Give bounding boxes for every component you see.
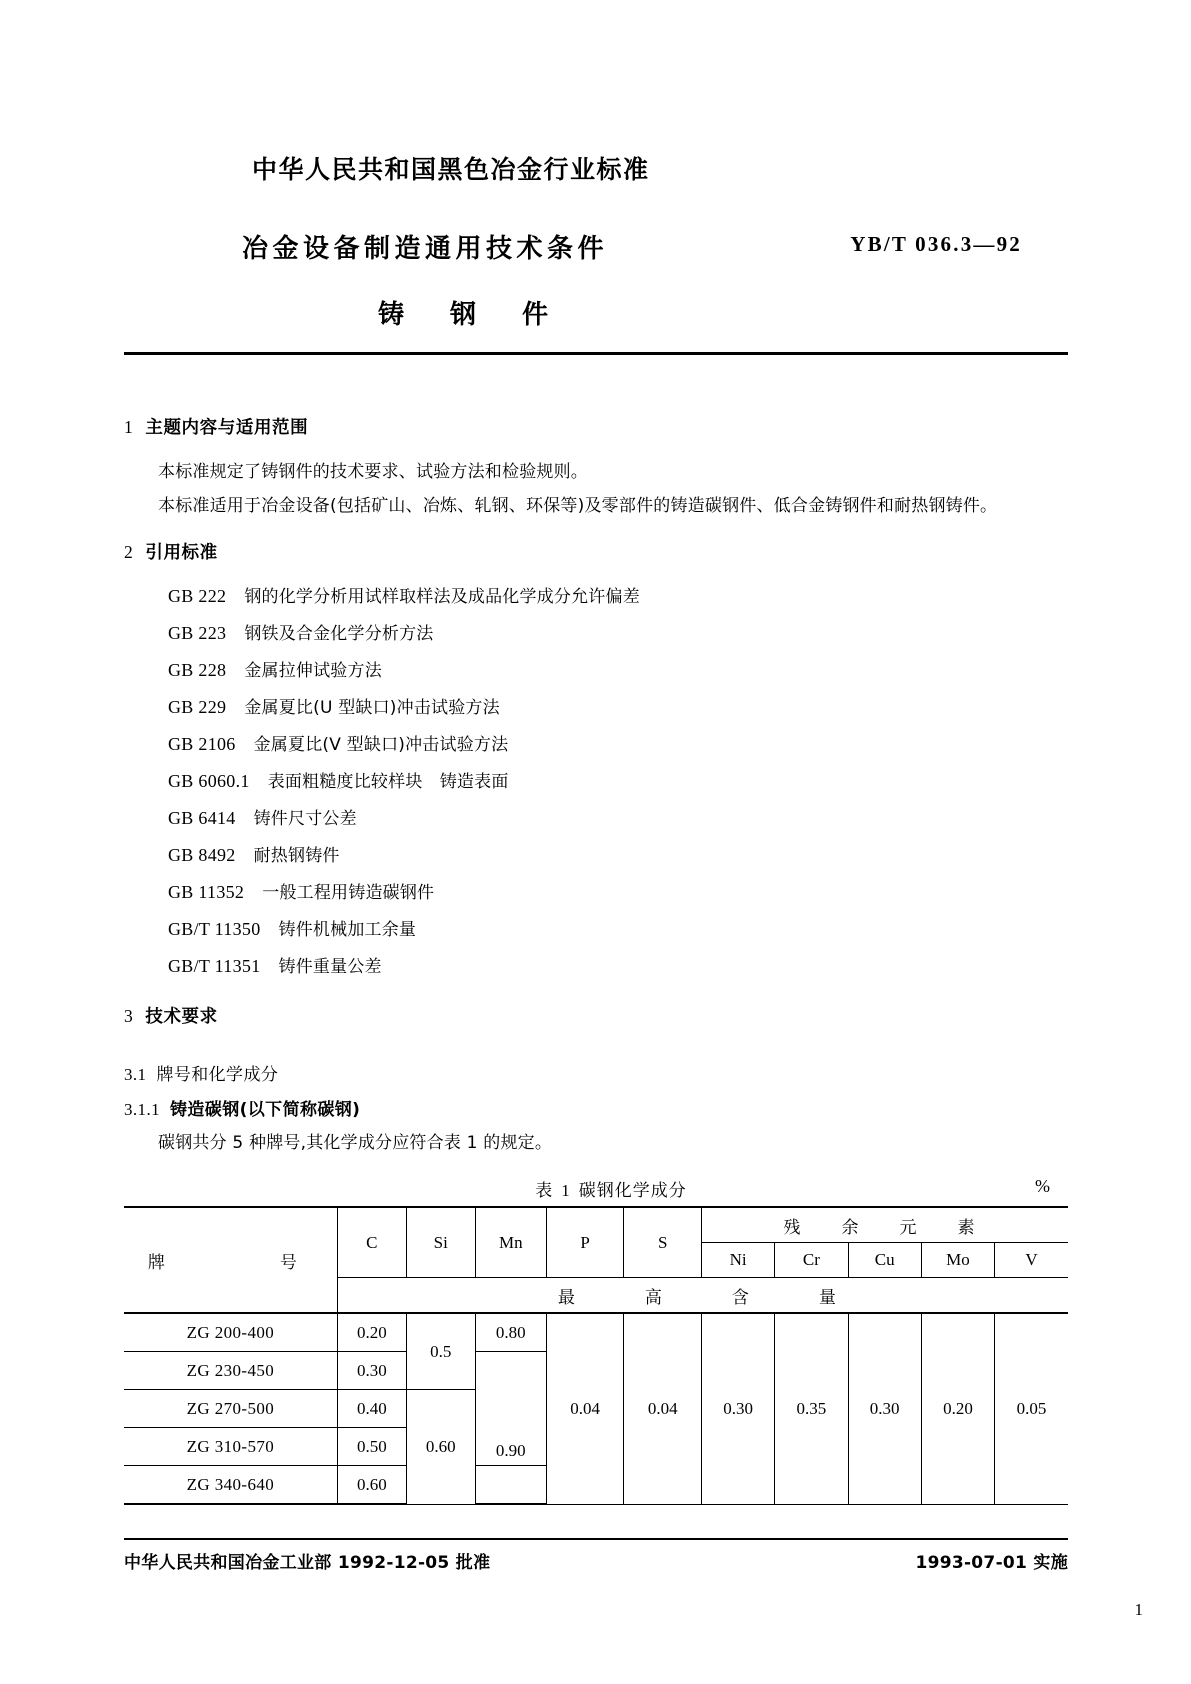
table-caption-prefix: 表 (535, 1181, 554, 1201)
reference-code: GB 229 (168, 697, 227, 717)
section-3-1-heading (124, 1060, 1068, 1085)
list-item (168, 952, 1068, 977)
section-2-heading (124, 539, 1068, 564)
title-row (120, 228, 1070, 274)
list-item (168, 841, 1068, 866)
list-item (168, 804, 1068, 829)
reference-title: 耐热钢铸件 (253, 846, 340, 866)
reference-title: 铸件机械加工余量 (278, 920, 417, 940)
cell-grade: ZG 340-640 (124, 1466, 337, 1505)
column-group-header-residual-elements: 残 余 元 素 (702, 1207, 1068, 1243)
document-title-line1: 冶金设备制造通用技术条件 (242, 234, 609, 264)
reference-code: GB/T 11350 (168, 919, 261, 939)
cell-p: 0.04 (546, 1313, 624, 1504)
section-1-paragraph-1: 本标准规定了铸钢件的技术要求、试验方法和检验规则。 (158, 462, 588, 482)
table-caption-text: 碳钢化学成分 (578, 1181, 687, 1201)
table-unit-label: % (1035, 1176, 1050, 1196)
column-header-mn: Mn (475, 1207, 546, 1278)
section-3-number: 3 (124, 1006, 134, 1026)
section-2-title: 引用标准 (145, 543, 218, 563)
document-footer (124, 1548, 1068, 1573)
column-header-cu: Cu (848, 1243, 921, 1278)
column-header-mo: Mo (921, 1243, 994, 1278)
cell-v: 0.05 (995, 1313, 1068, 1504)
table-header-row-1 (124, 1207, 1068, 1243)
issuing-organization: 中华人民共和国黑色冶金行业标准 (252, 155, 650, 184)
reference-code: GB 2106 (168, 734, 236, 754)
reference-title: 金属拉伸试验方法 (244, 661, 382, 681)
reference-code: GB 222 (168, 586, 227, 606)
referenced-standards-list (124, 582, 1068, 977)
reference-title: 金属夏比(U 型缺口)冲击试验方法 (244, 698, 500, 718)
section-3-title: 技术要求 (145, 1007, 218, 1027)
column-header-grade: 牌 号 (124, 1207, 337, 1313)
list-item (168, 878, 1068, 903)
section-3-1-number: 3.1 (124, 1065, 147, 1084)
cell-mo: 0.20 (921, 1313, 994, 1504)
cell-si-lower: 0.60 (406, 1390, 475, 1505)
reference-code: GB 223 (168, 623, 227, 643)
list-item (168, 656, 1068, 681)
cell-grade: ZG 270-500 (124, 1390, 337, 1428)
table-caption-number: 1 (561, 1181, 571, 1200)
document-title-line2: 铸 钢 件 (378, 300, 559, 330)
reference-code: GB 6060.1 (168, 771, 250, 791)
cell-spacer (475, 1466, 546, 1505)
list-item (168, 730, 1068, 755)
reference-code: GB/T 11351 (168, 956, 261, 976)
reference-title: 铸件重量公差 (278, 957, 382, 977)
column-header-p: P (546, 1207, 624, 1278)
reference-title: 一般工程用铸造碳钢件 (262, 883, 435, 903)
list-item (168, 767, 1068, 792)
section-1-heading (124, 414, 1068, 439)
spacer (124, 1046, 1068, 1060)
header-divider-rule (124, 352, 1068, 355)
reference-title: 铸件尺寸公差 (253, 809, 357, 829)
column-header-si: Si (406, 1207, 475, 1278)
cell-c: 0.50 (337, 1428, 406, 1466)
footer-divider-rule (124, 1538, 1068, 1540)
cell-c: 0.40 (337, 1390, 406, 1428)
table-row (124, 1313, 1068, 1352)
spacer (124, 525, 1068, 539)
column-header-cr: Cr (775, 1243, 848, 1278)
reference-title: 表面粗糙度比较样块 铸造表面 (267, 772, 509, 792)
reference-title: 钢铁及合金化学分析方法 (244, 624, 434, 644)
section-3-heading (124, 1003, 1068, 1028)
document-body (124, 414, 1068, 1505)
table-caption-row (124, 1176, 1068, 1204)
section-3-1-title: 牌号和化学成分 (156, 1065, 279, 1085)
column-header-s: S (624, 1207, 702, 1278)
cell-grade: ZG 230-450 (124, 1352, 337, 1390)
table-header-max-content: 最 高 含 量 (337, 1278, 1068, 1314)
cell-mn-lower: 0.90 (475, 1352, 546, 1466)
carbon-steel-composition-table (124, 1206, 1068, 1505)
section-1-title: 主题内容与适用范围 (145, 418, 309, 438)
cell-s: 0.04 (624, 1313, 702, 1504)
reference-title: 钢的化学分析用试样取样法及成品化学成分允许偏差 (244, 587, 640, 607)
reference-code: GB 228 (168, 660, 227, 680)
column-header-ni: Ni (702, 1243, 775, 1278)
list-item (168, 582, 1068, 607)
cell-cr: 0.35 (775, 1313, 848, 1504)
cell-grade: ZG 200-400 (124, 1313, 337, 1352)
list-item (168, 619, 1068, 644)
document-header (120, 150, 1070, 331)
reference-code: GB 11352 (168, 882, 245, 902)
cell-cu: 0.30 (848, 1313, 921, 1504)
section-3-1-1-number: 3.1.1 (124, 1100, 160, 1119)
reference-title: 金属夏比(V 型缺口)冲击试验方法 (253, 735, 509, 755)
approval-statement: 中华人民共和国冶金工业部 1992-12-05 批准 (124, 1553, 491, 1573)
implementation-date: 1993-07-01 实施 (915, 1553, 1068, 1573)
section-3-1-1-title: 铸造碳钢(以下简称碳钢) (170, 1100, 361, 1120)
page-number: 1 (1134, 1600, 1143, 1619)
column-header-c: C (337, 1207, 406, 1278)
table-caption (124, 1176, 1068, 1201)
section-1-number: 1 (124, 417, 134, 437)
cell-c: 0.20 (337, 1313, 406, 1352)
cell-ni: 0.30 (702, 1313, 775, 1504)
list-item (168, 915, 1068, 940)
section-2-number: 2 (124, 542, 134, 562)
reference-code: GB 8492 (168, 845, 236, 865)
list-item (168, 693, 1068, 718)
column-header-v: V (995, 1243, 1068, 1278)
reference-code: GB 6414 (168, 808, 236, 828)
spacer (124, 989, 1068, 1003)
section-3-1-1-heading (124, 1095, 1068, 1120)
cell-mn-upper: 0.80 (475, 1313, 546, 1352)
section-1-paragraph-2: 本标准适用于冶金设备(包括矿山、冶炼、轧钢、环保等)及零部件的铸造碳钢件、低合金铸钢件和耐热钢铸件。 (158, 496, 998, 516)
standard-number: YB/T 036.3—92 (850, 232, 1022, 256)
cell-grade: ZG 310-570 (124, 1428, 337, 1466)
cell-c: 0.30 (337, 1352, 406, 1390)
cell-c: 0.60 (337, 1466, 406, 1505)
cell-si-upper: 0.5 (406, 1313, 475, 1390)
section-3-1-1-paragraph: 碳钢共分 5 种牌号,其化学成分应符合表 1 的规定。 (158, 1133, 553, 1153)
